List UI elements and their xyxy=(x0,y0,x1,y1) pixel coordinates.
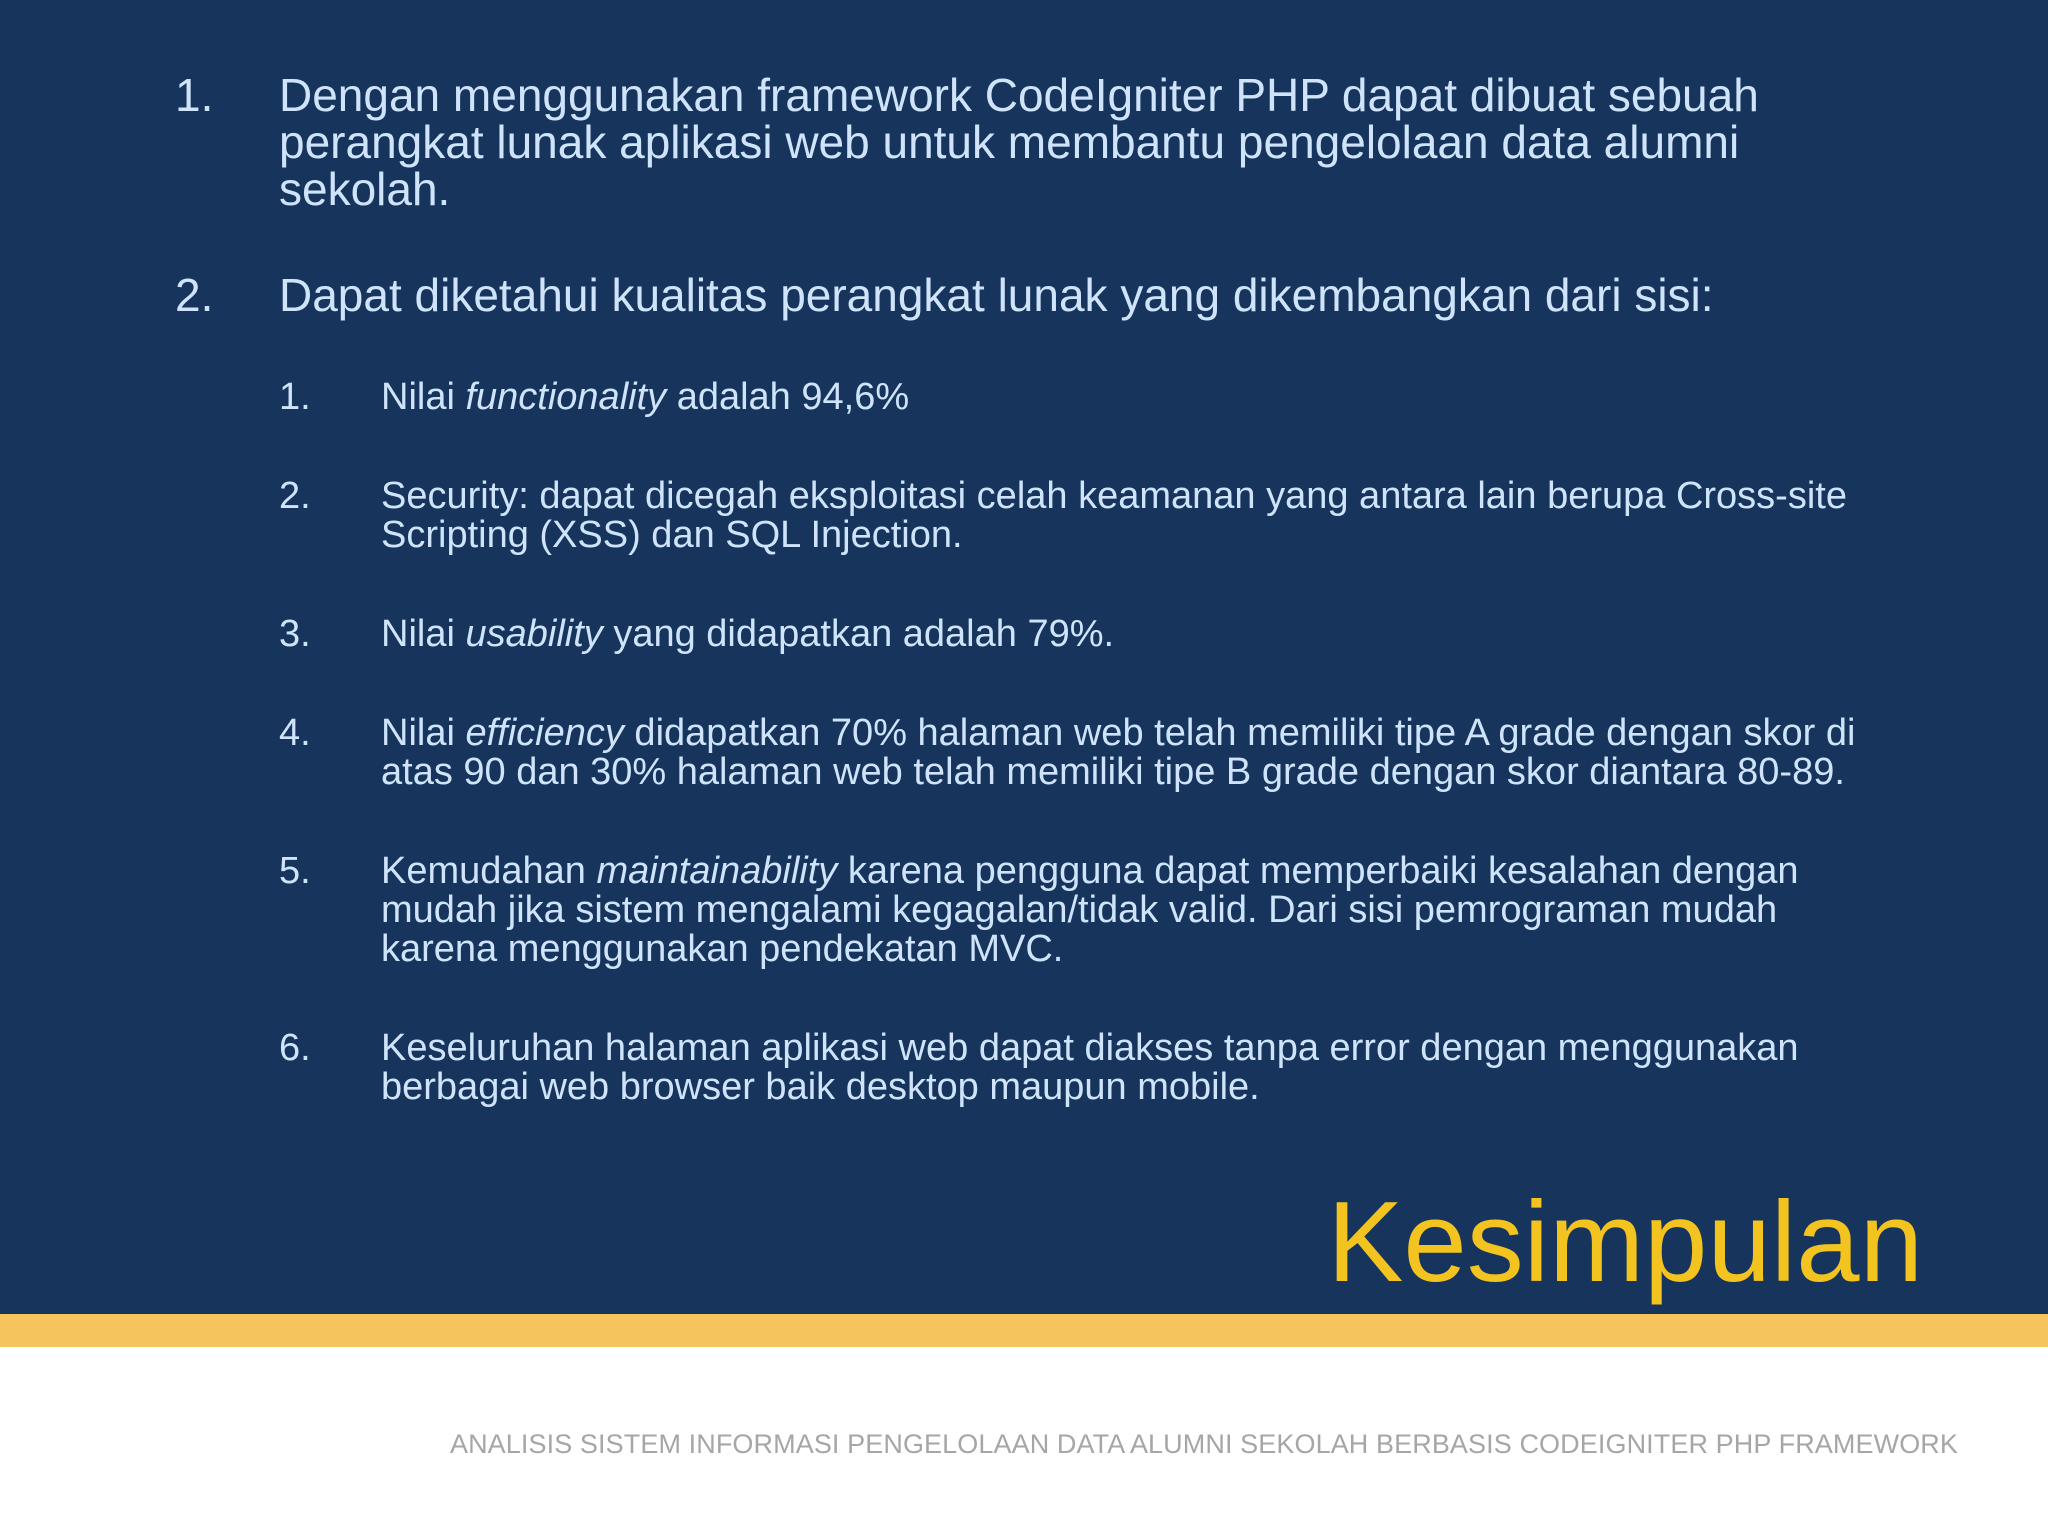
quality-item-security xyxy=(279,477,1879,555)
conclusion-number: 1. xyxy=(175,69,214,121)
quality-text-after: yang didapatkan adalah 79%. xyxy=(602,613,1115,655)
quality-text: Keseluruhan halaman aplikasi web dapat diakses tanpa error dengan menggunakan berbagai web browser baik desktop maupun mobile. xyxy=(381,1027,1799,1108)
conclusion-number: 2. xyxy=(175,269,214,321)
quality-list xyxy=(279,378,1879,1107)
quality-item-efficiency xyxy=(279,714,1879,792)
quality-number: 1. xyxy=(279,376,311,418)
conclusion-item-2 xyxy=(175,269,1875,321)
presentation-footer: ANALISIS SISTEM INFORMASI PENGELOLAAN DATA ALUMNI SEKOLAH BERBASIS CODEIGNITER PHP FRAMEWORK xyxy=(449,1429,1958,1459)
quality-emphasis: maintainability xyxy=(596,850,838,892)
quality-number: 5. xyxy=(279,850,311,892)
quality-text-after: karena pengguna dapat memperbaiki kesalahan dengan mudah jika sistem mengalami kegagalan/tidak valid. Dari sisi pemrograman mudah karena menggunakan pendekatan MVC. xyxy=(381,850,1799,970)
quality-text-after: adalah 94,6% xyxy=(666,376,910,418)
quality-number: 4. xyxy=(279,712,311,754)
quality-text-before: Nilai xyxy=(381,376,466,418)
slide-title: Kesimpulan xyxy=(1327,1179,1923,1306)
conclusion-text: Dapat diketahui kualitas perangkat lunak yang dikembangkan dari sisi: xyxy=(279,269,1714,321)
conclusion-item-1 xyxy=(175,69,1875,215)
quality-item-maintainability xyxy=(279,852,1879,969)
quality-text: Security: dapat dicegah eksploitasi celah keamanan yang antara lain berupa Cross-site Scripting (XSS) dan SQL Injection. xyxy=(381,475,1847,556)
quality-text-before: Nilai xyxy=(381,712,466,754)
quality-item-functionality xyxy=(279,378,1879,417)
accent-bar xyxy=(0,1314,2048,1347)
conclusion-text: Dengan menggunakan framework CodeIgniter PHP dapat dibuat sebuah perangkat lunak aplikasi web untuk membantu pengelolaan data alumni sekolah. xyxy=(279,69,1759,215)
quality-text-before: Nilai xyxy=(381,613,466,655)
conclusion-list xyxy=(175,69,1875,1167)
quality-text-after: didapatkan 70% halaman web telah memiliki tipe A grade dengan skor di atas 90 dan 30% halaman web telah memiliki tipe B grade dengan skor diantara 80-89. xyxy=(381,712,1856,793)
quality-emphasis: usability xyxy=(465,613,603,655)
quality-text-before: Kemudahan xyxy=(381,850,597,892)
quality-emphasis: functionality xyxy=(465,376,667,418)
quality-item-usability xyxy=(279,615,1879,654)
quality-number: 2. xyxy=(279,475,311,517)
quality-emphasis: efficiency xyxy=(465,712,624,754)
quality-number: 3. xyxy=(279,613,311,655)
quality-item-compatibility xyxy=(279,1029,1879,1107)
quality-number: 6. xyxy=(279,1027,311,1069)
